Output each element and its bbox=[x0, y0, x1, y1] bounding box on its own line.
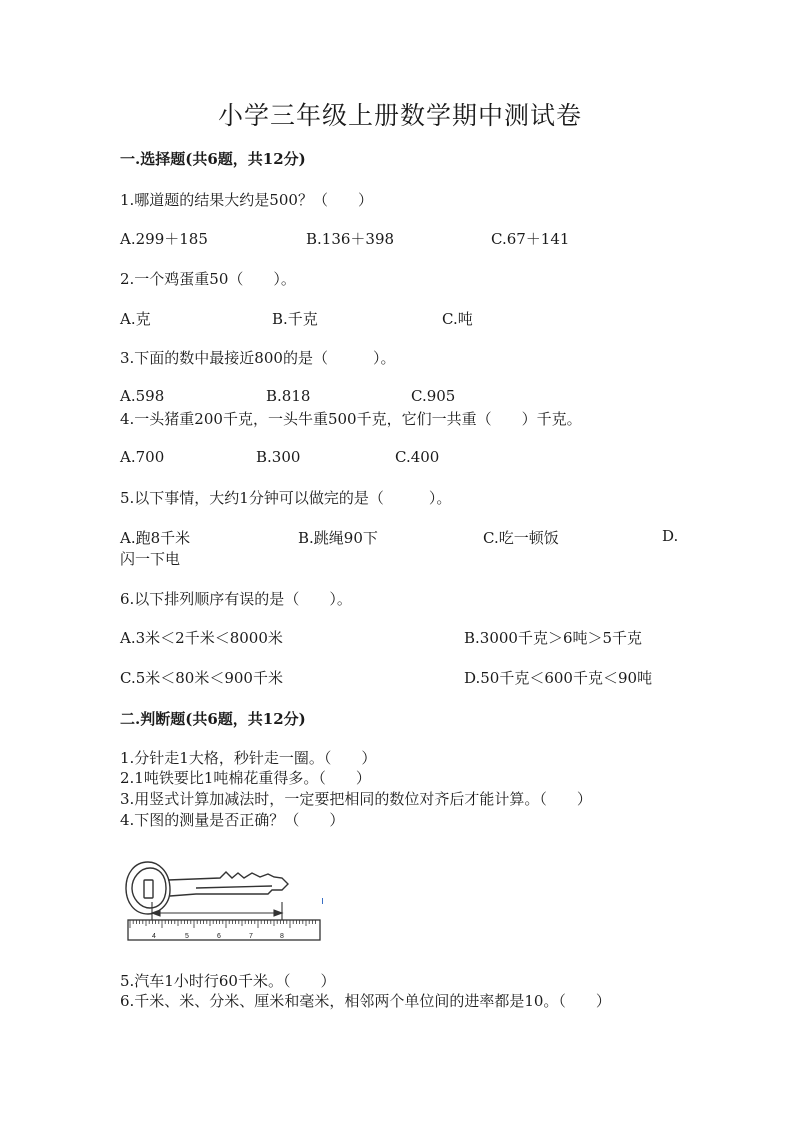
question-1-option-b: B.136＋398 bbox=[306, 230, 395, 248]
question-4-option-c: C.400 bbox=[395, 448, 440, 466]
question-3-option-a: A.598 bbox=[120, 387, 165, 405]
question-2-option-a: A.克 bbox=[120, 310, 151, 328]
page-title: 小学三年级上册数学期中测试卷 bbox=[217, 101, 582, 130]
question-4-stem: 4.一头猪重200千克，一头牛重500千克，它们一共重（ ）千克。 bbox=[120, 410, 582, 428]
judge-question-1: 1.分针走1大格，秒针走一圈。（ ） bbox=[120, 749, 377, 767]
question-3-option-b: B.818 bbox=[266, 387, 311, 405]
question-5-option-c: C.吃一顿饭 bbox=[483, 529, 559, 547]
question-5-option-d-label: D. bbox=[662, 527, 679, 545]
judge-question-6: 6.千米、米、分米、厘米和毫米，相邻两个单位间的进率都是10。（ ） bbox=[120, 992, 611, 1010]
measure-right-arrow bbox=[274, 910, 282, 916]
question-6-option-a: A.3米＜2千米＜8000米 bbox=[120, 629, 283, 647]
question-4-option-b: B.300 bbox=[256, 448, 301, 466]
question-4-option-a: A.700 bbox=[120, 448, 165, 466]
question-6-option-d: D.50千克＜600千克＜90吨 bbox=[464, 669, 653, 687]
key-groove bbox=[196, 886, 272, 888]
question-5-option-d-text: 闪一下电 bbox=[120, 550, 181, 568]
question-1-option-a: A.299＋185 bbox=[120, 230, 208, 248]
question-1-option-c: C.67＋141 bbox=[491, 230, 570, 248]
question-6-option-b: B.3000千克＞6吨＞5千克 bbox=[464, 629, 643, 647]
question-1-stem: 1.哪道题的结果大约是500？（ ） bbox=[120, 191, 373, 209]
question-5-option-b: B.跳绳90下 bbox=[298, 529, 378, 547]
judge-question-3: 3.用竖式计算加减法时，一定要把相同的数位对齐后才能计算。（ ） bbox=[120, 790, 592, 808]
ruler-number-4: 4 bbox=[152, 933, 156, 940]
ruler-number-7: 7 bbox=[249, 933, 253, 940]
question-6-stem: 6.以下排列顺序有误的是（ ）。 bbox=[120, 590, 352, 608]
question-2-stem: 2.一个鸡蛋重50（ ）。 bbox=[120, 270, 296, 288]
judge-question-2: 2.1吨铁要比1吨棉花重得多。（ ） bbox=[120, 769, 371, 787]
judge-question-5: 5.汽车1小时行60千米。（ ） bbox=[120, 972, 336, 990]
ruler-number-8: 8 bbox=[280, 933, 284, 940]
section-heading-judgement: 二.判断题(共6题，共12分) bbox=[120, 710, 306, 728]
key-hole bbox=[144, 880, 153, 898]
question-2-option-b: B.千克 bbox=[272, 310, 318, 328]
stray-mark bbox=[322, 898, 323, 904]
question-3-stem: 3.下面的数中最接近800的是（ ）。 bbox=[120, 349, 396, 367]
section-heading-choice: 一.选择题(共6题，共12分) bbox=[120, 150, 306, 168]
question-2-option-c: C.吨 bbox=[442, 310, 473, 328]
measure-left-arrow bbox=[152, 910, 160, 916]
ruler-body bbox=[128, 920, 320, 940]
question-6-option-c: C.5米＜80米＜900千米 bbox=[120, 669, 283, 687]
judge-question-4: 4.下图的测量是否正确？（ ） bbox=[120, 811, 345, 829]
question-5-option-a: A.跑8千米 bbox=[120, 529, 191, 547]
ruler bbox=[128, 920, 320, 940]
ruler-number-6: 6 bbox=[217, 933, 221, 940]
question-3-option-c: C.905 bbox=[411, 387, 456, 405]
key-ruler-figure bbox=[122, 852, 322, 944]
ruler-number-5: 5 bbox=[185, 933, 189, 940]
key-blade bbox=[168, 872, 288, 896]
key-bow-inner bbox=[132, 868, 166, 908]
question-5-stem: 5.以下事情，大约1分钟可以做完的是（ ）。 bbox=[120, 489, 452, 507]
